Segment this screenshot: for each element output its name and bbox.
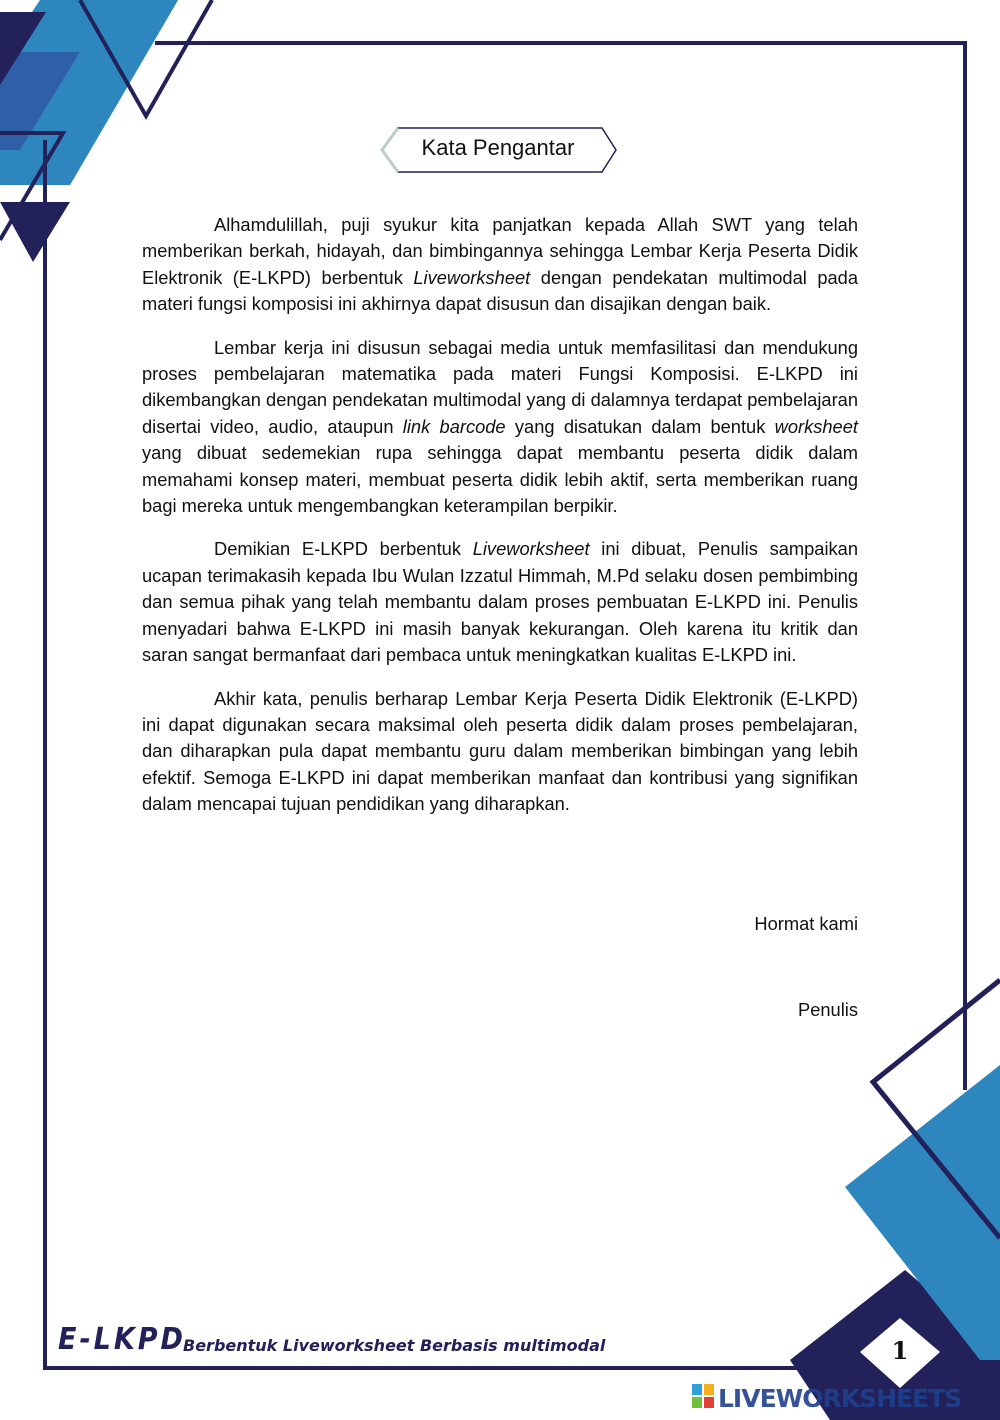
navy-triangle-small [0, 202, 70, 262]
page-number: 1 [891, 1336, 909, 1365]
text: dengan pendekatan multimodal pada materi fungsi komposisi ini akhirnya dapat disusun dan disajikan dengan baik. [142, 266, 858, 315]
text: ini dibuat, Penulis sampaikan ucapan terimakasih kepada Ibu Wulan Izzatul Himmah, M.Pd selaku dosen pembimbing dan semua pihak yang telah membantu dalam proses pembuatan E-LKPD ini. Penulis menyadari bahwa E-LKPD ini masih banyak kekurangan. Oleh karena itu kritik dan saran sangat bermanfaat dari pembaca untuk meningkatkan kualitas E-LKPD ini. [142, 538, 858, 666]
paragraph-1 [142, 212, 858, 318]
signature: Penulis [798, 999, 858, 1020]
body-text [142, 212, 858, 835]
page-title: Kata Pengantar [421, 135, 575, 160]
closing: Hormat kami [754, 913, 858, 934]
title-box [380, 127, 616, 173]
text: yang disatukan dalam bentuk [505, 415, 775, 437]
footer-brand: E-LKPD [58, 1322, 186, 1357]
text: Akhir kata, penulis berharap Lembar Kerja Peserta Didik Elektronik (E-LKPD) ini dapat digunakan secara maksimal oleh peserta didik dalam proses pembelajaran, dan diharapkan pula dapat membantu guru dalam memberikan bimbingan yang lebih efektif. Semoga E-LKPD ini dapat memberikan manfaat dan kontribusi yang signifikan dalam mencapai tujuan pendidikan yang diharapkan. [142, 687, 858, 815]
paragraph-4 [142, 686, 858, 818]
footer [58, 1322, 618, 1362]
text: Demikian E-LKPD berbentuk [214, 538, 473, 560]
italic-term: link barcode [402, 415, 506, 437]
text: yang dibuat sedemekian rupa sehingga dapat membantu peserta didik dalam memahami konsep materi, membuat peserta didik lebih aktif, serta memberikan ruang bagi mereka untuk mengembangkan keterampilan berpikir. [142, 442, 858, 517]
italic-term: Liveworksheet [413, 266, 531, 288]
footer-tagline: Berbentuk Liveworksheet Berbasis multimodal [183, 1336, 606, 1355]
paragraph-3 [142, 536, 858, 668]
liveworksheets-watermark: LIVEWORKSHEETS [718, 1384, 962, 1413]
italic-term: Liveworksheet [472, 538, 590, 560]
italic-term: worksheet [774, 415, 858, 437]
paragraph-2 [142, 335, 858, 520]
liveworksheets-logo-icon [692, 1384, 714, 1408]
text: Alhamdulillah, puji syukur kita panjatkan kepada Allah SWT yang telah memberikan berkah, hidayah, dan bimbingannya sehingga Lembar Kerja Peserta Didik Elektronik (E-LKPD) berbentuk [142, 214, 858, 288]
text: Lembar kerja ini disusun sebagai media untuk memfasilitasi dan mendukung proses pembelajaran matematika pada materi Fungsi Komposisi. E-LKPD ini dikembangkan dengan pendekatan multimodal yang di dalamnya terdapat pembelajaran disertai video, audio, ataupun [142, 336, 858, 437]
